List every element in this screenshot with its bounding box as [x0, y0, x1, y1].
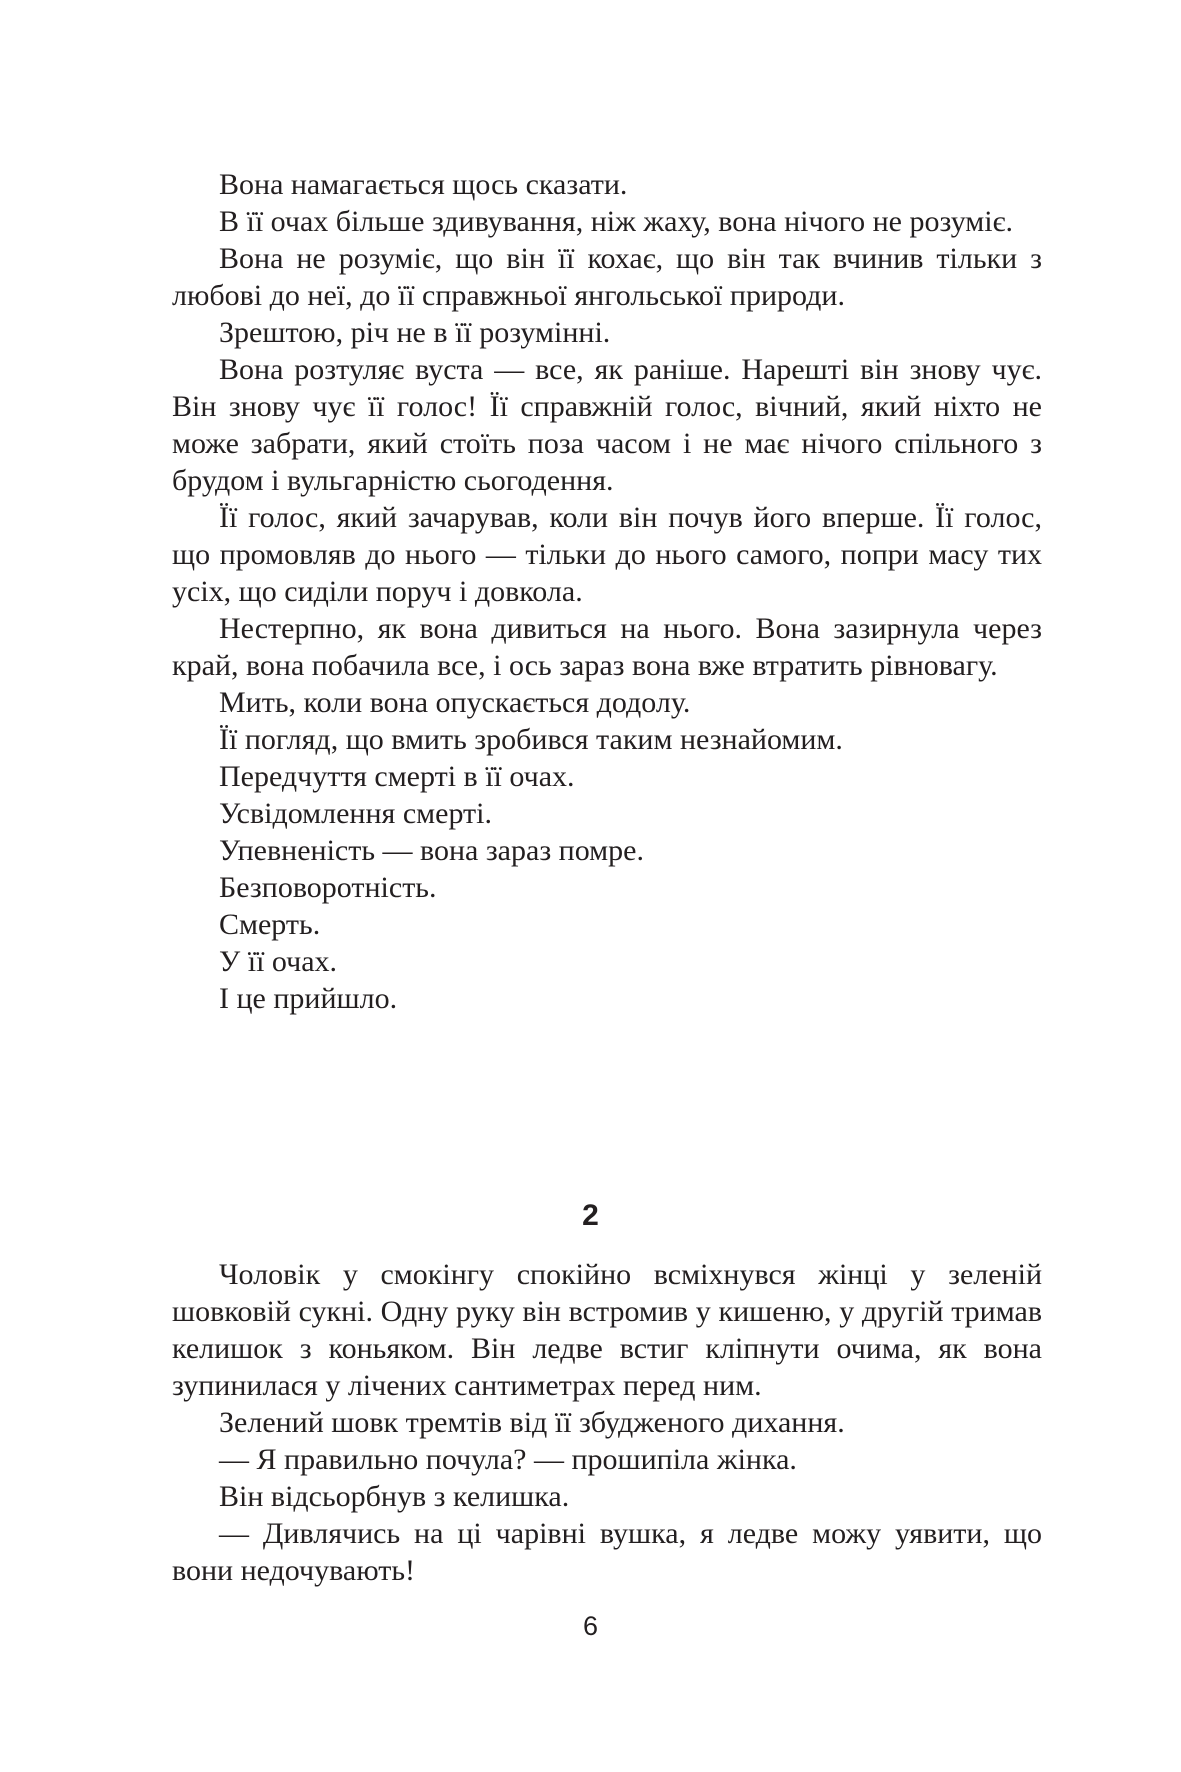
paragraph: Нестерпно, як вона дивиться на нього. Вона зазирнула через край, вона побачила все, і ось зараз вона вже втратить рівновагу. — [172, 612, 1042, 682]
page-number: 6 — [582, 1611, 599, 1641]
paragraph: Вона розтуляє вуста — все, як раніше. Нарешті він знову чує. Він знову чує її голос! Її справжній голос, вічний, який ніхто не може забрати, який стоїть поза часом і не має нічого спільного з брудом і вульгарністю сьогодення. — [172, 353, 1042, 497]
paragraph: Вона намагається щось сказати. — [219, 168, 628, 201]
paragraph: Її погляд, що вмить зробився таким незнайомим. — [219, 723, 843, 756]
paragraph: Він відсьорбнув з келишка. — [219, 1480, 570, 1513]
chapter-number: 2 — [582, 1199, 599, 1232]
section-one-text — [172, 166, 1042, 1017]
paragraph: І це прийшло. — [219, 982, 398, 1015]
paragraph: У її очах. — [219, 945, 338, 978]
paragraph: Вона не розуміє, що він її кохає, що він так вчинив тільки з любові до неї, до її справжньої янгольської природи. — [172, 242, 1042, 312]
paragraph: В її очах більше здивування, ніж жаху, вона нічого не розуміє. — [219, 205, 1014, 238]
paragraph: — Дивлячись на ці чарівні вушка, я ледве можу уявити, що вони недочувають! — [172, 1517, 1042, 1587]
paragraph: Зелений шовк тремтів від її збудженого дихання. — [219, 1406, 845, 1439]
section-two-text — [172, 1256, 1042, 1589]
paragraph: Упевненість — вона зараз помре. — [219, 834, 644, 867]
paragraph: Її голос, який зачарував, коли він почув його вперше. Її голос, що промовляв до нього — тільки до нього самого, попри масу тих усіх, що сиділи поруч і довкола. — [172, 501, 1042, 608]
paragraph: Безповоротність. — [219, 871, 437, 904]
paragraph: Передчуття смерті в її очах. — [219, 760, 575, 793]
paragraph: — Я правильно почула? — прошипіла жінка. — [219, 1443, 797, 1476]
paragraph: Чоловік у смокінгу спокійно всміхнувся жінці у зеленій шовковій сукні. Одну руку він встромив у кишеню, у другій тримав келишок з коньяком. Він ледве встиг кліпнути очима, як вона зупинилася у лічених сантиметрах перед ним. — [172, 1258, 1042, 1402]
paragraph: Мить, коли вона опускається додолу. — [219, 686, 691, 719]
paragraph: Усвідомлення смерті. — [219, 797, 492, 830]
paragraph: Смерть. — [219, 908, 321, 941]
paragraph: Зрештою, річ не в її розумінні. — [219, 316, 611, 349]
